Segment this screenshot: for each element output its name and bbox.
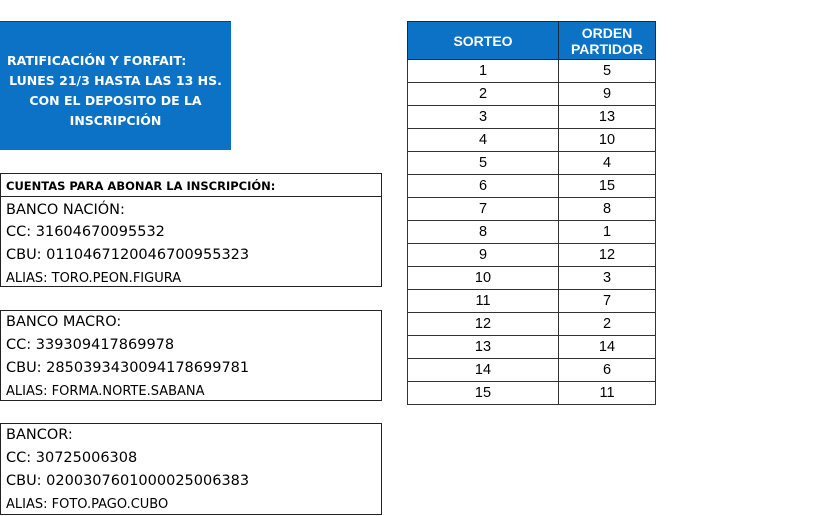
account-cc: CC: 339309417869978 — [6, 337, 175, 353]
orden-partidor-cell: 1 — [559, 221, 656, 244]
notice-line-1: RATIFICACIÓN Y FORFAIT: — [7, 53, 187, 68]
column-header-orden-partidor — [559, 22, 656, 60]
sorteo-cell: 5 — [408, 152, 559, 175]
orden-partidor-cell: 12 — [559, 244, 656, 267]
draw-order-table — [407, 21, 656, 405]
table-row — [408, 359, 656, 382]
sorteo-cell: 10 — [408, 267, 559, 290]
column-header-line-2: PARTIDOR — [570, 40, 644, 57]
table-row — [408, 336, 656, 359]
sorteo-cell: 1 — [408, 60, 559, 83]
sorteo-cell: 12 — [408, 313, 559, 336]
sorteo-cell: 3 — [408, 106, 559, 129]
bank-name: BANCO MACRO: — [6, 314, 122, 330]
table-row — [408, 221, 656, 244]
table-row — [408, 129, 656, 152]
column-header-sorteo: SORTEO — [408, 22, 559, 60]
orden-partidor-cell: 2 — [559, 313, 656, 336]
table-row — [408, 382, 656, 405]
orden-partidor-cell: 5 — [559, 60, 656, 83]
orden-partidor-cell: 10 — [559, 129, 656, 152]
sorteo-cell: 13 — [408, 336, 559, 359]
notice-line-3: CON EL DEPOSITO DE LA — [29, 93, 202, 108]
account-alias: ALIAS: TORO.PEON.FIGURA — [6, 271, 182, 286]
table-row — [408, 106, 656, 129]
table-row — [408, 152, 656, 175]
sorteo-cell: 11 — [408, 290, 559, 313]
account-cbu: CBU: 2850393430094178699781 — [6, 360, 250, 376]
sorteo-cell: 6 — [408, 175, 559, 198]
orden-partidor-cell: 14 — [559, 336, 656, 359]
bank-box-nacion — [0, 173, 382, 287]
bank-box-macro — [0, 310, 382, 401]
orden-partidor-cell: 9 — [559, 83, 656, 106]
registration-notice — [0, 21, 231, 150]
sorteo-cell: 2 — [408, 83, 559, 106]
accounts-header: CUENTAS PARA ABONAR LA INSCRIPCIÓN: — [1, 174, 381, 197]
orden-partidor-cell: 11 — [559, 382, 656, 405]
orden-partidor-cell: 4 — [559, 152, 656, 175]
account-alias: ALIAS: FOTO.PAGO.CUBO — [6, 497, 169, 512]
sorteo-cell: 14 — [408, 359, 559, 382]
table-row — [408, 83, 656, 106]
table-row — [408, 244, 656, 267]
notice-text — [0, 51, 231, 131]
table-row — [408, 60, 656, 83]
orden-partidor-cell: 15 — [559, 175, 656, 198]
table-body — [408, 60, 656, 405]
orden-partidor-cell: 13 — [559, 106, 656, 129]
bank-name: BANCO NACIÓN: — [6, 202, 125, 218]
sorteo-cell: 9 — [408, 244, 559, 267]
column-header-line-1: ORDEN — [581, 24, 633, 41]
sorteo-cell: 4 — [408, 129, 559, 152]
account-cbu: CBU: 0110467120046700955323 — [6, 247, 250, 263]
bank-name: BANCOR: — [6, 427, 73, 443]
account-alias: ALIAS: FORMA.NORTE.SABANA — [6, 384, 205, 399]
sorteo-cell: 8 — [408, 221, 559, 244]
notice-line-4: INSCRIPCIÓN — [69, 113, 162, 128]
notice-line-2: LUNES 21/3 HASTA LAS 13 HS. — [9, 73, 222, 88]
bank-box-bancor — [0, 423, 382, 515]
table-row — [408, 175, 656, 198]
orden-partidor-cell: 6 — [559, 359, 656, 382]
orden-partidor-cell: 7 — [559, 290, 656, 313]
orden-partidor-cell: 8 — [559, 198, 656, 221]
account-cc: CC: 31604670095532 — [6, 224, 165, 240]
table-row — [408, 290, 656, 313]
orden-partidor-cell: 3 — [559, 267, 656, 290]
account-cbu: CBU: 0200307601000025006383 — [6, 473, 250, 489]
table-header-row — [408, 22, 656, 60]
sorteo-cell: 7 — [408, 198, 559, 221]
table-row — [408, 267, 656, 290]
account-cc: CC: 30725006308 — [6, 450, 138, 466]
table-row — [408, 313, 656, 336]
sorteo-cell: 15 — [408, 382, 559, 405]
table-row — [408, 198, 656, 221]
